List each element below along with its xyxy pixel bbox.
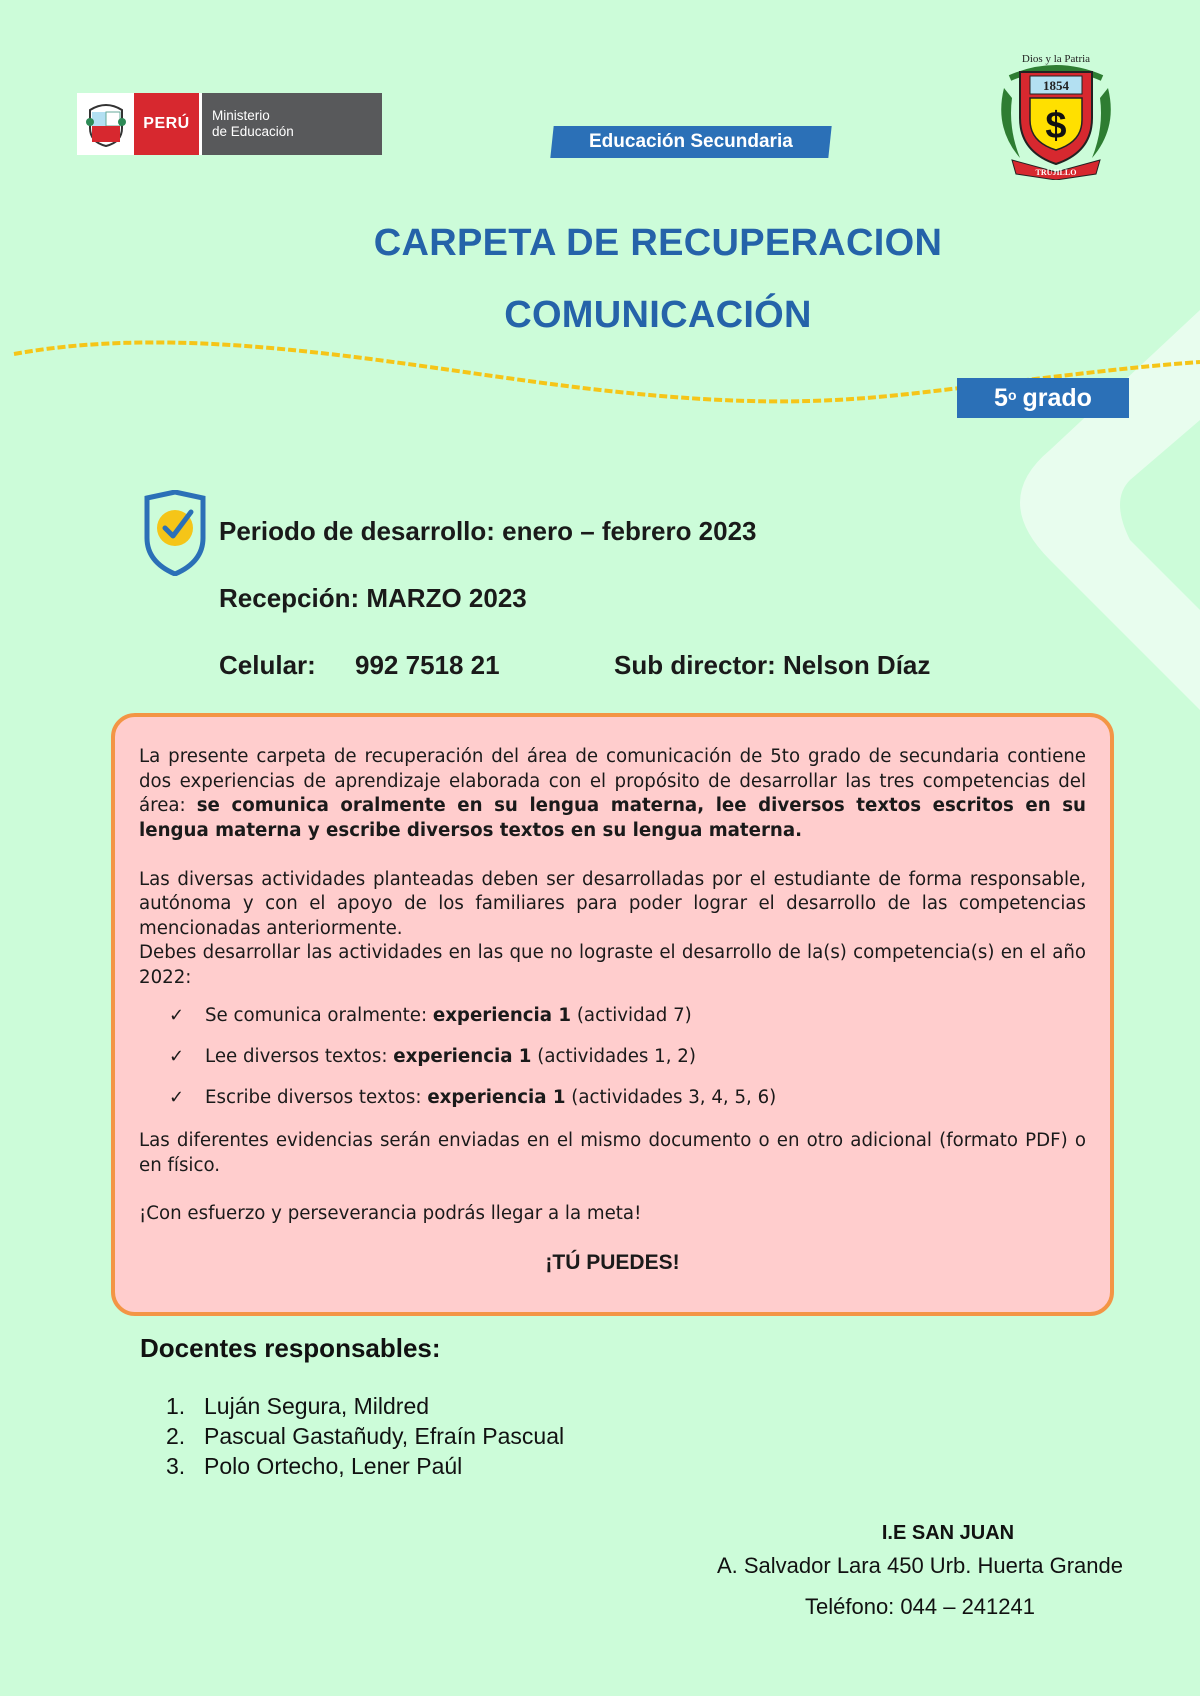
- reception-text: Recepción: MARZO 2023: [219, 583, 527, 613]
- peru-label: PERÚ: [134, 93, 199, 155]
- crest-motto: Dios y la Patria: [1021, 53, 1091, 65]
- crest-city: TRUJILLO: [1035, 168, 1077, 177]
- intro-paragraph: La presente carpeta de recuperación del área de comunicación de 5to grado de secundaria contiene dos experiencias de aprendizaje elaborada con el propósito de desarrollar las tres competencias del área: se comunica oralmente en su lengua materna, lee diversos textos escritos en su lengua materna y escribe diversos textos en su lengua materna.: [139, 746, 1087, 841]
- ministry-line1: Ministerio: [212, 108, 270, 123]
- check-icon: ✓: [169, 1046, 185, 1067]
- competency-list: [139, 1004, 1086, 1127]
- teachers-list: [166, 1393, 564, 1483]
- peru-coat-of-arms-icon: [77, 93, 134, 155]
- ministry-logo: [77, 93, 382, 155]
- school-name: I.E SAN JUAN: [881, 1522, 1015, 1544]
- level-badge: Educación Secundaria: [550, 126, 831, 158]
- document-title: CARPETA DE RECUPERACION: [373, 222, 943, 264]
- check-icon: ✓: [169, 1005, 185, 1026]
- school-crest-icon: [990, 48, 1122, 180]
- svg-text:$: $: [1045, 105, 1067, 147]
- list-item: ✓ Lee diversos textos: experiencia 1 (actividades 1, 2): [169, 1045, 1086, 1086]
- period-text: Periodo de desarrollo: enero – febrero 2023: [219, 516, 757, 546]
- teachers-heading: Docentes responsables:: [140, 1333, 441, 1363]
- list-item: 1. Luján Segura, Mildred: [166, 1393, 430, 1419]
- grade-badge: 5 $^o$ grado: [957, 378, 1129, 418]
- ministry-line2: de Educación: [212, 124, 294, 139]
- subdirector-text: Sub director: Nelson Díaz: [614, 650, 931, 680]
- motivation-text: ¡Con esfuerzo y perseverancia podrás llegar a la meta!: [139, 1203, 642, 1224]
- school-phone: Teléfono: 044 – 241241: [805, 1594, 1035, 1619]
- list-item: ✓ Se comunica oralmente: experiencia 1 (actividad 7): [169, 1004, 1086, 1045]
- list-item: ✓ Escribe diversos textos: experiencia 1 (actividades 3, 4, 5, 6): [169, 1086, 1086, 1127]
- phone-value: 992 7518 21: [355, 650, 500, 680]
- evidence-paragraph: Las diferentes evidencias serán enviadas en el mismo documento o en otro adicional (formato PDF) o en físico.: [139, 1130, 1086, 1176]
- check-icon: ✓: [169, 1087, 185, 1108]
- list-item: 3. Polo Ortecho, Lener Paúl: [166, 1453, 463, 1479]
- instructions-paragraph: Debes desarrollar las actividades en las que no lograste el desarrollo de la(s) competencia(s) en el año 2022:: [139, 942, 1086, 988]
- ministry-name: [202, 93, 382, 155]
- list-item: 2. Pascual Gastañudy, Efraín Pascual: [166, 1423, 565, 1449]
- instructions-box: [111, 713, 1114, 1316]
- activities-paragraph: Las diversas actividades planteadas deben ser desarrolladas por el estudiante de forma responsable, autónoma y con el apoyo de los familiares para poder lograr el desarrollo de las competencias mencionadas anteriormente.: [139, 868, 1086, 939]
- school-address: A. Salvador Lara 450 Urb. Huerta Grande: [716, 1553, 1123, 1578]
- shield-check-icon: [141, 490, 209, 576]
- crest-year: 1854: [1043, 78, 1069, 93]
- phone-label: Celular:: [219, 650, 316, 680]
- closing-slogan: ¡TÚ PUEDES!: [545, 1250, 680, 1274]
- subject-title: COMUNICACIÓN: [504, 294, 812, 336]
